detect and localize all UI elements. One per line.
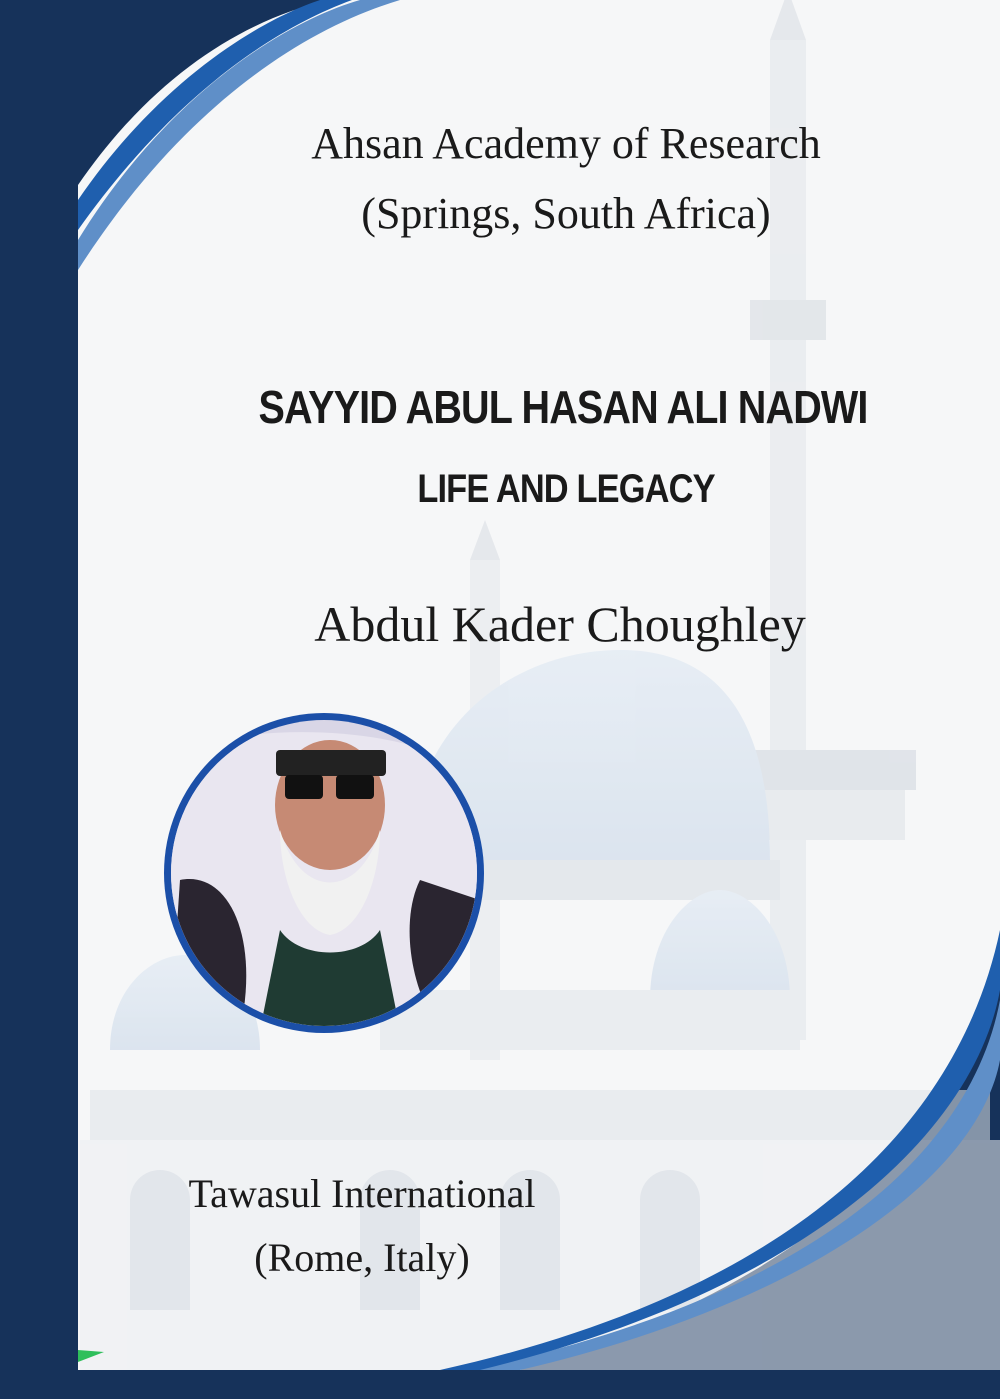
book-subtitle: LIFE AND LEGACY [417, 467, 715, 511]
publisher-top-line2: (Springs, South Africa) [361, 189, 771, 238]
publisher-top-line1: Ahsan Academy of Research [311, 119, 821, 168]
publisher-bottom-line1: Tawasul International [188, 1171, 536, 1216]
author-name: Abdul Kader Choughley [314, 596, 806, 652]
publisher-bottom-line2: (Rome, Italy) [254, 1235, 470, 1280]
book-title: SAYYID ABUL HASAN ALI NADWI [258, 381, 868, 433]
